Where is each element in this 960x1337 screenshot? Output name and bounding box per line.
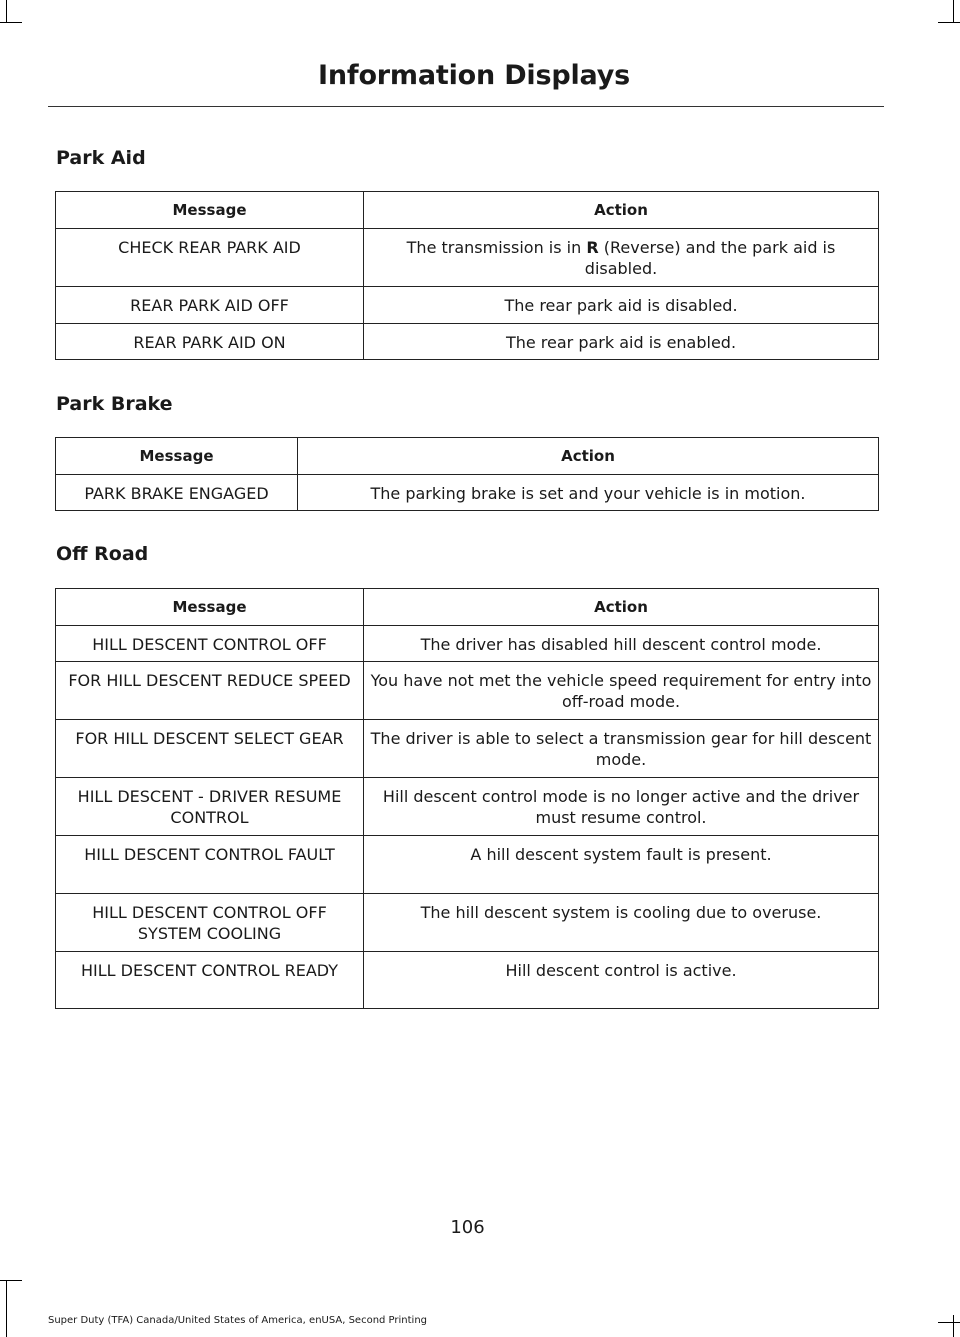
action-cell: A hill descent system fault is present. [364,836,879,894]
column-header-action: Action [298,438,879,475]
message-cell: HILL DESCENT CONTROL READY [56,952,364,1009]
page-number: 106 [450,1217,485,1238]
message-cell: HILL DESCENT CONTROL OFF SYSTEM COOLING [56,894,364,952]
message-cell: REAR PARK AID OFF [56,287,364,324]
gear-letter: R [586,238,599,257]
crop-mark [6,1280,7,1337]
table-row [56,475,879,511]
section-title-park-aid: Park Aid [56,147,146,169]
action-cell: The driver is able to select a transmission gear for hill descent mode. [364,720,879,778]
table-row [56,324,879,360]
table-header-row [56,438,879,475]
crop-mark [0,22,22,23]
table-row [56,720,879,778]
message-cell: PARK BRAKE ENGAGED [56,475,298,511]
action-cell: You have not met the vehicle speed requirement for entry into off-road mode. [364,662,879,720]
table-row [56,836,879,894]
column-header-message: Message [56,192,364,229]
message-cell: HILL DESCENT CONTROL FAULT [56,836,364,894]
action-cell: The driver has disabled hill descent control mode. [364,626,879,662]
section-title-park-brake: Park Brake [56,393,173,415]
action-cell [364,229,879,287]
message-cell: REAR PARK AID ON [56,324,364,360]
column-header-message: Message [56,438,298,475]
table-row [56,287,879,324]
message-cell: HILL DESCENT - DRIVER RESUME CONTROL [56,778,364,836]
column-header-action: Action [364,589,879,626]
message-cell: FOR HILL DESCENT SELECT GEAR [56,720,364,778]
crop-mark [953,0,954,22]
section-title-off-road: Off Road [56,543,149,565]
action-cell: The rear park aid is disabled. [364,287,879,324]
action-text: The transmission is in [406,238,587,257]
message-cell: FOR HILL DESCENT REDUCE SPEED [56,662,364,720]
action-text: (Reverse) and the park aid is disabled. [584,238,836,278]
action-cell: The rear park aid is enabled. [364,324,879,360]
message-cell: HILL DESCENT CONTROL OFF [56,626,364,662]
park-brake-table [55,437,879,511]
table-row [56,894,879,952]
publication-info: Super Duty (TFA) Canada/United States of America, enUSA, Second Printing [48,1315,428,1326]
crop-mark [6,0,7,22]
page-header-title: Information Displays [318,60,630,91]
table-row [56,229,879,287]
action-cell: The hill descent system is cooling due to overuse. [364,894,879,952]
crop-mark [0,1280,22,1281]
table-row [56,952,879,1009]
column-header-action: Action [364,192,879,229]
table-header-row [56,589,879,626]
park-aid-table [55,191,879,360]
action-cell: The parking brake is set and your vehicle is in motion. [298,475,879,511]
column-header-message: Message [56,589,364,626]
action-cell: Hill descent control is active. [364,952,879,1009]
table-row [56,778,879,836]
crop-mark [953,1315,954,1337]
table-header-row [56,192,879,229]
header-divider [48,106,884,107]
action-cell: Hill descent control mode is no longer active and the driver must resume control. [364,778,879,836]
off-road-table [55,588,879,1009]
crop-mark [938,1322,960,1323]
message-cell: CHECK REAR PARK AID [56,229,364,287]
table-row [56,662,879,720]
crop-mark [938,22,960,23]
table-row [56,626,879,662]
